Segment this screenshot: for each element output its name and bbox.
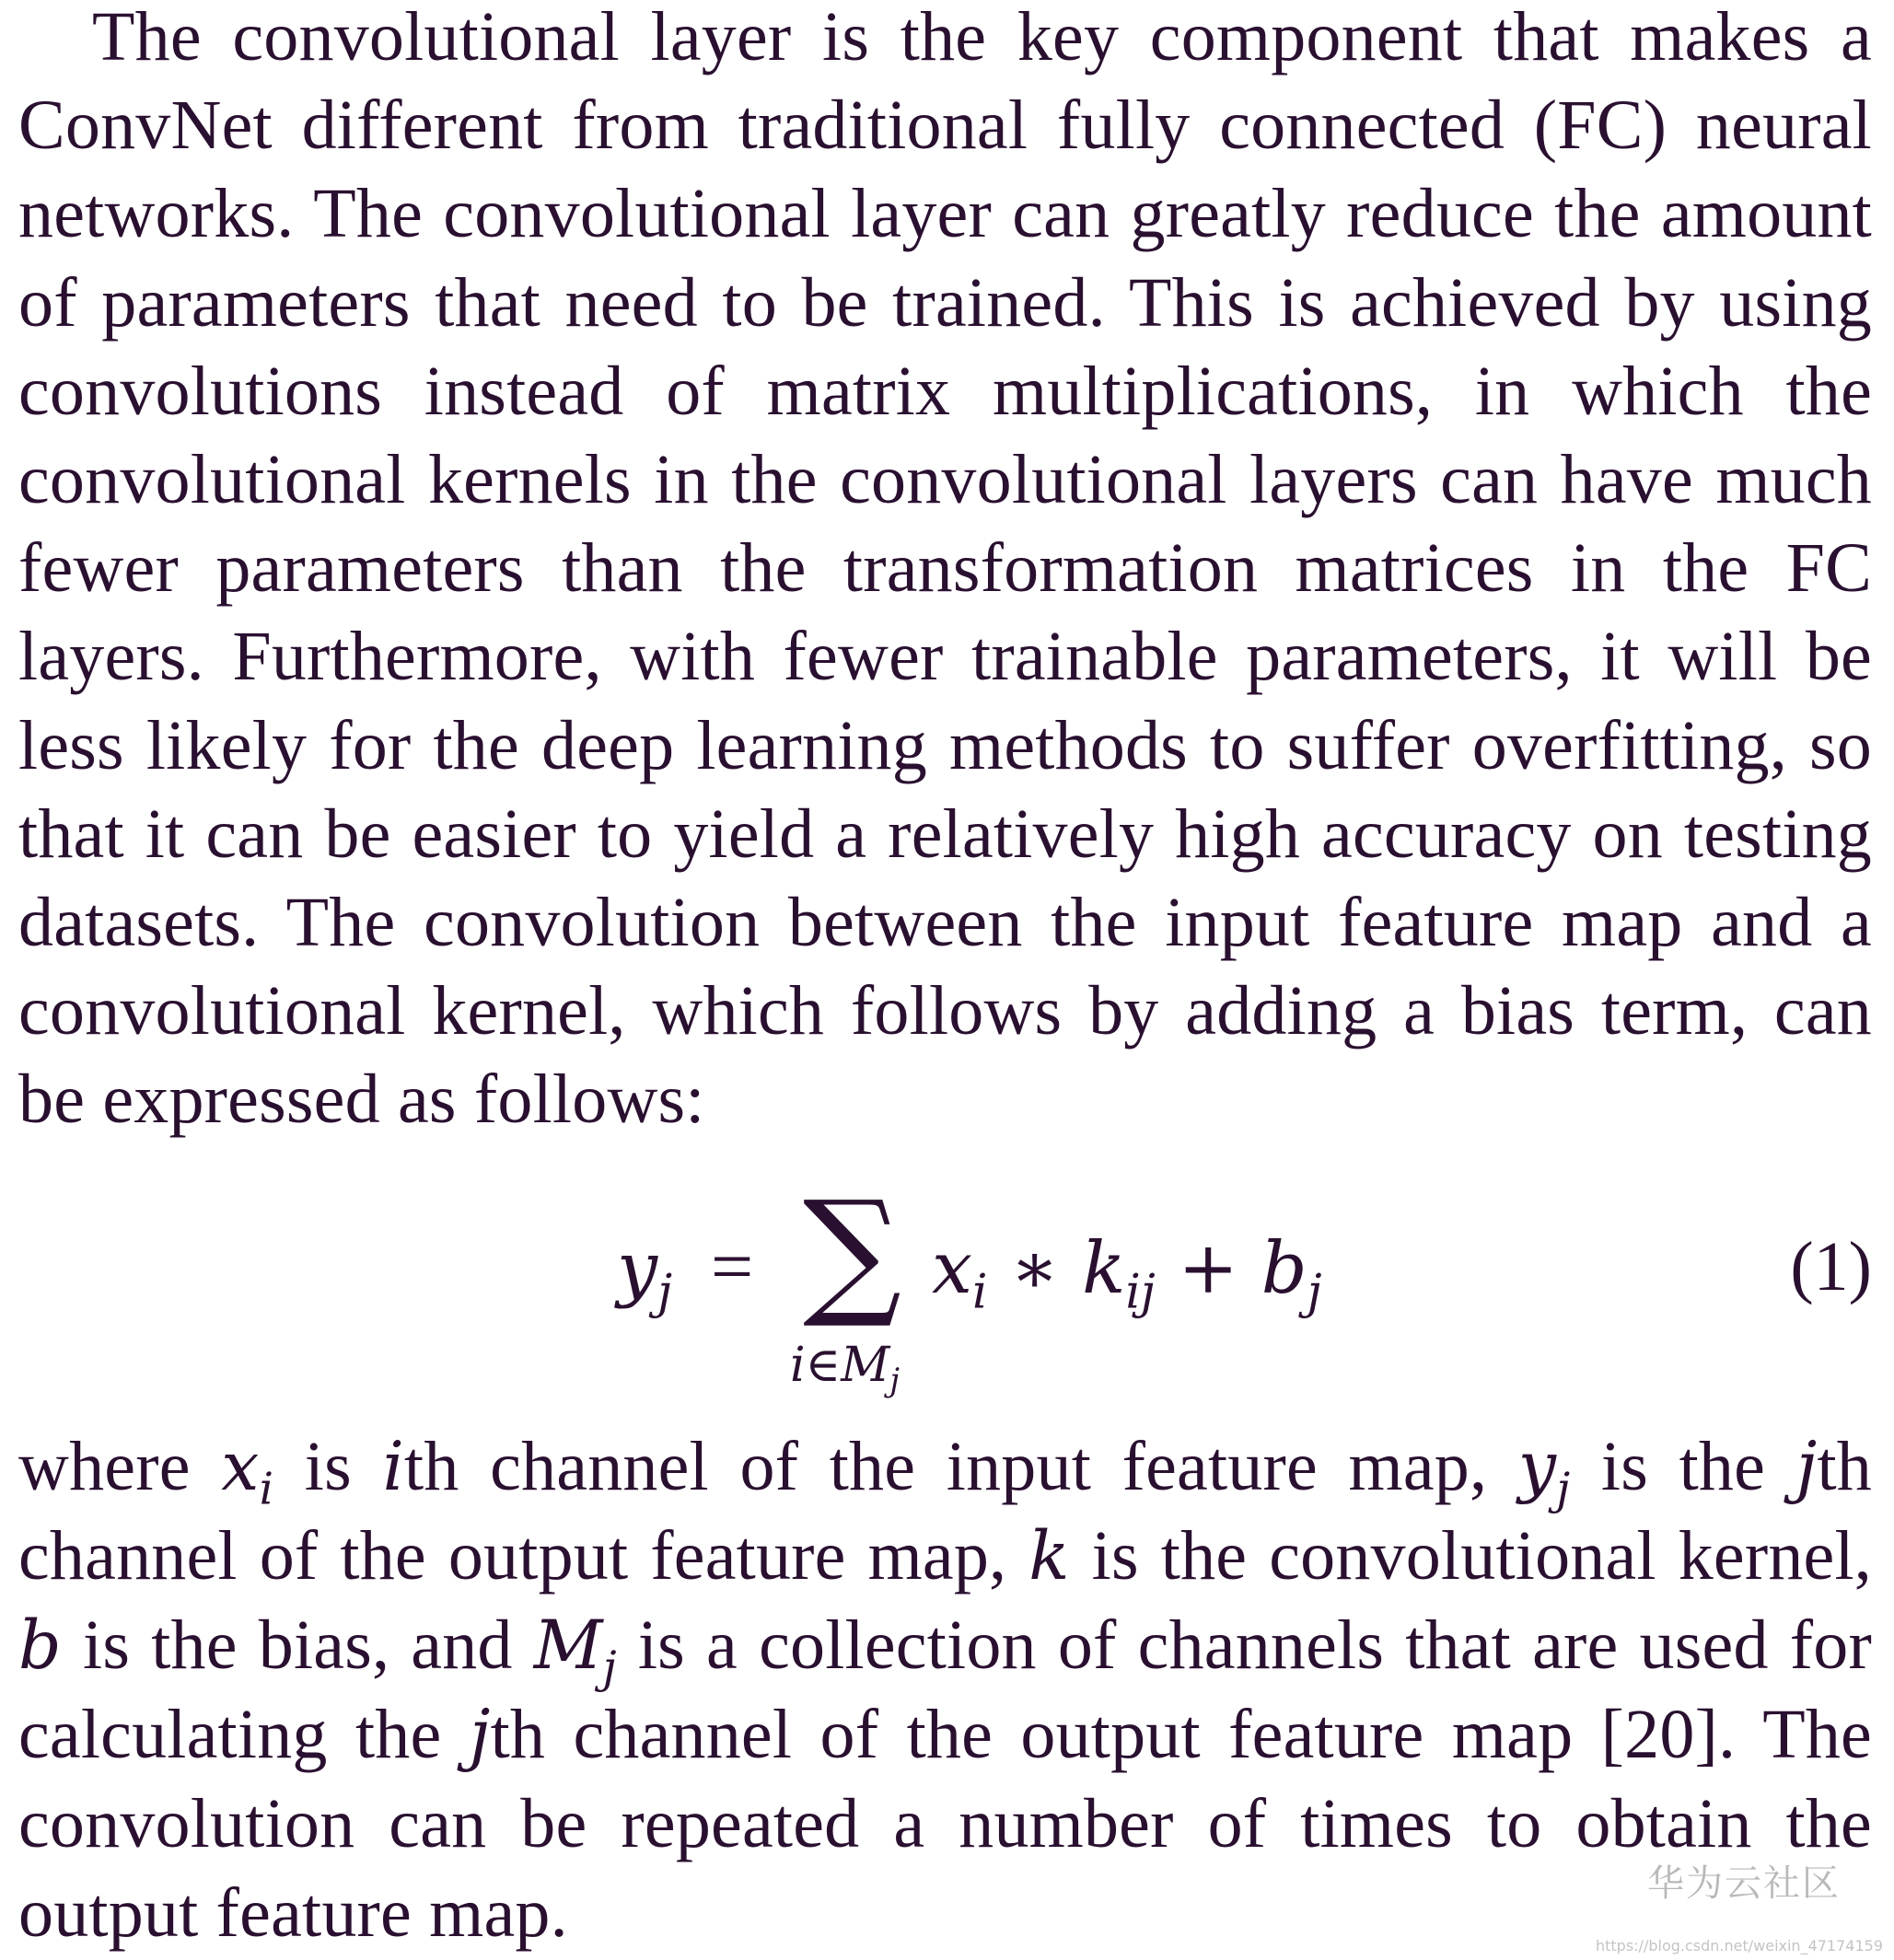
math-i: i bbox=[382, 1427, 405, 1506]
equation-body bbox=[589, 1171, 1418, 1422]
math-j: j bbox=[1795, 1427, 1818, 1506]
math-x-i: $x_i$ bbox=[221, 1427, 274, 1515]
paragraph-intro: The convolutional layer is the key component that makes a ConvNet different from traditional fully connected (FC) neural networks. The convolutional layer can greatly reduce the amount of parameters that need to be trained. This is achieved by using convolutions instead of matrix multiplications, in which the convolutional kernels in the convolutional layers can have much fewer parameters than the transformation matrices in the FC layers. Furthermore, with fewer trainable parameters, it will be less likely for the deep learning methods to suffer overfitting, so that it can be easier to yield a relatively high accuracy on testing datasets. The convolution between the input feature map and a convolutional kernel, which follows by adding a bias term, can be expressed as follows: bbox=[18, 0, 1872, 1139]
math-j-2: j bbox=[469, 1696, 491, 1775]
equation-lhs: $y_j$ bbox=[617, 1226, 673, 1320]
summation-subscript: $i\in M_j$ bbox=[790, 1337, 901, 1399]
equation-number: (1) bbox=[1790, 1227, 1872, 1305]
equation-rhs: $x_i$ ∗ $k_{ij} + b_j$ bbox=[932, 1226, 1322, 1320]
watermark-logo-text: 华为云社区 bbox=[1647, 1862, 1841, 1905]
math-k: k bbox=[1028, 1516, 1070, 1595]
summation-symbol: ∑ bbox=[803, 1171, 902, 1332]
paragraph-explanation: where $x_i$ is ith channel of the input feature map, $y_j$ is the jth channel of the output feature map, k is the convolutional kernel, b is the bias, and $M_j$ is a collection of channels that are used for calculating the jth channel of the output feature map [20]. The convolution can be repeated a number of times to obtain the output feature map. bbox=[18, 1427, 1873, 1952]
math-y-j: $y_j$ bbox=[1517, 1427, 1571, 1515]
math-b: b bbox=[18, 1606, 62, 1686]
math-M-j: $M_j$ bbox=[533, 1606, 617, 1694]
document-page bbox=[18, 0, 1872, 1957]
equation-block bbox=[18, 1171, 1872, 1422]
watermark-url: https://blog.csdn.net/weixin_47174159 bbox=[1595, 1937, 1883, 1954]
equals-sign: = bbox=[711, 1224, 754, 1308]
